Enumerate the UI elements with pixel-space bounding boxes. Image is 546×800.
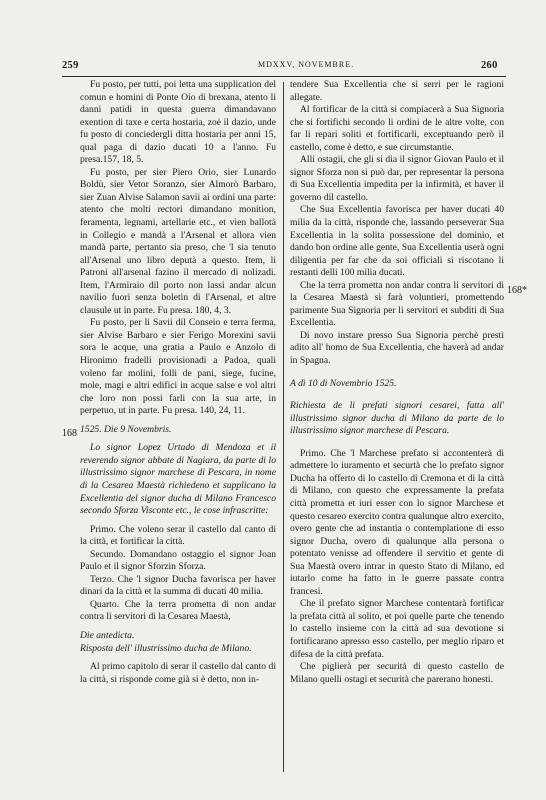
richiesta-heading: Richiesta de li prefati signori cesarei, fatta all' illustrissimo signor ducha di Milano da parte de lo illustrissimo signor marchese di Pescara. bbox=[290, 400, 504, 437]
paragraph-arsenal: Fu posto, per sier Piero Orio, sier Lunardo Boldù, sier Vetor Soranzo, sier Almorò Barbaro, sier Zuan Alvise Salamon savii ai ordini una parte: atento che molti rectori dimandano monition, feramenta, legnami, artellarie etc., et vien ballotà in Collegio e mandà a l'Arsenal et allora vien mandà parte, pertanto sia preso, che 'l sia tenuto all'Arsenal uno libro deputà a questo. Item, li Patroni all'arsenal fazino il mercado di nolizadi. Item, l'Armiraio dil porto non lassi andar alcun navilio fuori senza boletin di l'Arsenal, et altre clausule ut in parte. Fu presa. 180, 4, 3. bbox=[80, 166, 276, 316]
page-number-left: 259 bbox=[62, 60, 79, 71]
left-column bbox=[80, 79, 276, 686]
paragraph-fortificar: Al fortificar de la città si compiacerà a Sua Signoria che si fortifichi secondo li ordini de le altre volte, con far li repari soliti et fortificarli, exceptuando però il castello, come è detto, e sue circumstantie. bbox=[290, 104, 504, 153]
paragraph-ostagi-securita: Che piglierà per securità di questo castello de Milano quelli ostagi et securità che parerano honesti. bbox=[290, 661, 504, 685]
item-quarto: Quarto. Che la terra prometta di non andar contra li servitori di la Cesarea Maestà, bbox=[80, 598, 276, 623]
margin-note-right: 168* bbox=[507, 285, 527, 296]
header-rule bbox=[62, 76, 506, 77]
item-secundo: Secundo. Domandano ostaggio el signor Joan Paulo et il signor Sforzin Sforza. bbox=[80, 548, 276, 573]
section-heading-date: 1525. Die 9 Novembris. bbox=[80, 423, 172, 435]
section-heading-date-2: A dì 10 di Novembrio 1525. bbox=[290, 377, 397, 389]
request-intro: Lo signor Lopez Urtado di Mendoza et il reverendo signor abbate di Nagiara, da parte di lo illustrissimo signor marchese di Pescara, in nome di la Cesarea Maestà richiedeno et supplicano la Excellentia del signor ducha di Milano Francesco secondo Sforza Visconte etc., le cose infrascritte: bbox=[80, 442, 276, 517]
column-divider bbox=[283, 82, 284, 772]
paragraph-continuation: tendere Sua Excellentia che si serri per le ragioni allegate. bbox=[290, 79, 504, 103]
page-number-right: 260 bbox=[481, 60, 498, 71]
paragraph-al-primo: Al primo capitolo di serar il castello dal canto di la città, si risponde come già si è detto, non in- bbox=[80, 661, 276, 685]
paragraph-ostagii: Alli ostagii, che gli si dia il signor Giovan Paulo et il signor Sforza non si può dar, per representar la persona di Sua Excellentia impedita per la infirmità, et haver il governo dil castello. bbox=[290, 154, 504, 203]
right-column bbox=[290, 79, 504, 686]
paragraph-fortificar-citta: Che il prefato signor Marchese contentarà fortificar la prefata città al solito, et poi quelle parte che tenendo lo castello insieme con la città ad sua devotione si fortificarano apresso esso castello, per meglio riparo et difesa de la città prefata. bbox=[290, 598, 504, 660]
heading-die-antedicta: Die antedicta. bbox=[80, 629, 135, 641]
margin-note-left: 168 bbox=[62, 428, 77, 439]
paragraph-servitori: Che la terra prometta non andar contra li servitori di la Cesarea Maestà si farà voluntieri, promettendo parimente Sua Signoria per li servitori et subditi di Sua Excellentia. bbox=[290, 279, 504, 329]
paragraph-supplication: Fu posto, per tutti, poi letta una supplication del comun e homini di Ponte Oio di brexana, atento li danni patidi in questa guerra dimandavano exention di taxe e certa hostaria, zoè il dazio, unde fu posto di conciedergli ditta hostaria per anni 15, qual paga di dazio ducati 10 a l'anno. Fu presa.157, 18, 5. bbox=[80, 79, 276, 166]
paragraph-primo-marchese: Primo. Che 'l Marchese prefato si accontenterà di admettere lo iuramento et securtà che lo prefato signor Ducha ha offerto di lo castello di Cremona et di la città di Milano, con questo che expressamente la prefata città prometta et iuri esser con lo signor Marchese et questo cesareo exercito contra qualunque altro exercito, overo gente che ad instantia o contemplatione di esso signor Ducha, overo di qualunque alla persona o potentato venisse ad offendere il servitio et gente di Sua Maestà overo intrar in questo Stato di Milano, ed iutarlo come ha fatto in le guerre passate contra francesi. bbox=[290, 447, 504, 597]
item-primo: Primo. Che voleno serar il castello dal canto di la città, et fortificar la città. bbox=[80, 523, 276, 548]
item-terzo: Terzo. Che 'l signor Ducha favorisca per haver dinari da la città et la summa di ducati 40 milia. bbox=[80, 573, 276, 598]
heading-risposta: Risposta dell' illustrissimo ducha de Milano. bbox=[80, 642, 252, 654]
paragraph-ducati: Che Sua Excellentia favorisca per haver ducati 40 milia da la città, risponde che, lassando perseverar Sua Excellentia in la solita possessione del dominio, et dando bon ordine alle gente, Sua Excellentia userà ogni diligentia per far che da soi officiali si riscotano li restanti delli 100 milia ducati. bbox=[290, 204, 504, 279]
paragraph-spagna: Di novo instare presso Sua Signoria perchè prestì adito all' homo de Sua Excellentia, che haverà ad andar in Spagna. bbox=[290, 329, 504, 367]
paragraph-gratia: Fu posto, per li Savii dil Conseio e terra ferma, sier Alvise Barbaro e sier Ferigo Morexini savii sora le acque, una gratia a Paulo e Anzolo di Hironimo fradelli provisionadi a Padoa, quali voleno far molini, folli de pani, siege, fucine, mole, magi e altri edifici in acque salse e vol altri che loro non possi farli con la sua arte, in perpetuo, ut in parte. Fu presa. 140, 24, 11. bbox=[80, 317, 276, 417]
running-title: MDXXV, NOVEMBRE. bbox=[258, 60, 355, 69]
